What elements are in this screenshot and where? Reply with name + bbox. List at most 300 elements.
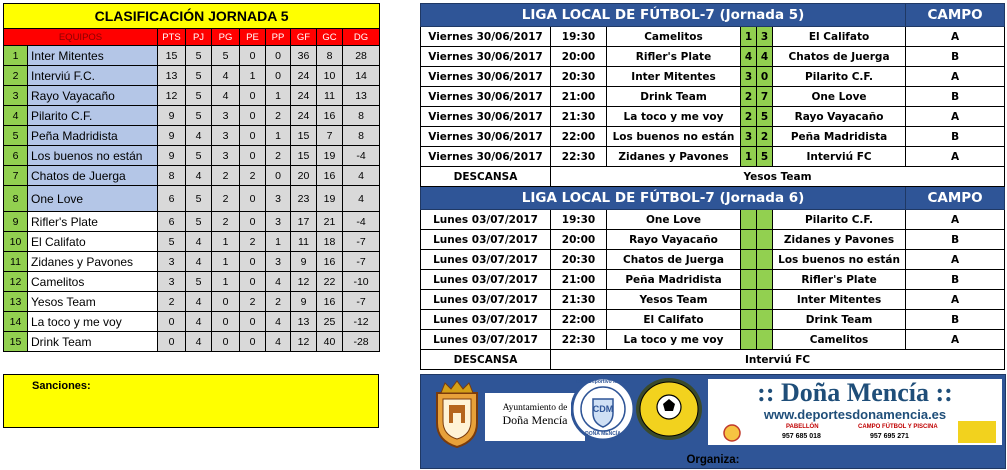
home-score-empty xyxy=(741,250,757,270)
match-field: A xyxy=(906,107,1005,127)
away-team: Drink Team xyxy=(773,310,906,330)
match-time: 22:30 xyxy=(551,147,607,167)
banner-title: :: Doña Mencía :: xyxy=(757,378,953,407)
match-row xyxy=(421,87,1005,107)
standings-gc: 16 xyxy=(317,106,343,126)
standings-pe: 2 xyxy=(240,292,266,312)
match-row xyxy=(421,310,1005,330)
standings-gf: 12 xyxy=(291,272,317,292)
standings-pp: 3 xyxy=(266,252,291,272)
standings-gc: 40 xyxy=(317,332,343,352)
standings-team: Yesos Team xyxy=(28,292,158,312)
rest-row xyxy=(421,350,1005,370)
standings-team: Zidanes y Pavones xyxy=(28,252,158,272)
standings-pe: 0 xyxy=(240,46,266,66)
standings-pp: 0 xyxy=(266,66,291,86)
town-hall-line1: Ayuntamiento de xyxy=(502,403,568,413)
standings-dg: 28 xyxy=(343,46,380,66)
match-date: Viernes 30/06/2017 xyxy=(421,127,551,147)
standings-pe: 0 xyxy=(240,252,266,272)
standings-dg: 4 xyxy=(343,166,380,186)
football-club-crest-logo xyxy=(635,377,703,441)
standings-pe: 0 xyxy=(240,126,266,146)
standings-dg: 8 xyxy=(343,126,380,146)
home-team: Inter Mitentes xyxy=(607,67,741,87)
match-row xyxy=(421,250,1005,270)
standings-pj: 5 xyxy=(186,86,212,106)
standings-gf: 20 xyxy=(291,166,317,186)
standings-gc: 16 xyxy=(317,292,343,312)
standings-position: 5 xyxy=(4,126,28,146)
standings-pj: 4 xyxy=(186,252,212,272)
standings-pp: 2 xyxy=(266,292,291,312)
standings-pts: 3 xyxy=(158,252,186,272)
match-row xyxy=(421,127,1005,147)
standings-position: 13 xyxy=(4,292,28,312)
standings-pg: 5 xyxy=(212,46,240,66)
away-team: Zidanes y Pavones xyxy=(773,230,906,250)
standings-gf: 23 xyxy=(291,186,317,212)
standings-position: 15 xyxy=(4,332,28,352)
match-date: Viernes 30/06/2017 xyxy=(421,27,551,47)
away-score-empty xyxy=(757,230,773,250)
home-score-empty xyxy=(741,230,757,250)
standings-gc: 8 xyxy=(317,46,343,66)
away-score-empty xyxy=(757,250,773,270)
away-score: 3 xyxy=(757,27,773,47)
away-score-empty xyxy=(757,310,773,330)
away-team: Interviú FC xyxy=(773,147,906,167)
standings-pj: 5 xyxy=(186,66,212,86)
standings-row xyxy=(4,166,380,186)
match-date: Viernes 30/06/2017 xyxy=(421,87,551,107)
standings-position: 4 xyxy=(4,106,28,126)
standings-pe: 2 xyxy=(240,232,266,252)
standings-gc: 19 xyxy=(317,186,343,212)
standings-gf: 36 xyxy=(291,46,317,66)
standings-pp: 1 xyxy=(266,86,291,106)
match-date: Lunes 03/07/2017 xyxy=(421,310,551,330)
banner-badge-icon xyxy=(718,424,746,442)
standings-pj: 4 xyxy=(186,332,212,352)
standings-pj: 5 xyxy=(186,46,212,66)
standings-pe: 2 xyxy=(240,166,266,186)
rest-row xyxy=(421,167,1005,187)
away-team: Peña Madridista xyxy=(773,127,906,147)
cdm-bottom-text: DOÑA MENCÍA xyxy=(585,431,621,437)
standings-pp: 2 xyxy=(266,106,291,126)
banner-pavilion: PABELLÓN xyxy=(786,424,819,430)
standings-position: 9 xyxy=(4,212,28,232)
organizer-label: Organiza: xyxy=(686,454,740,466)
standings-pe: 1 xyxy=(240,66,266,86)
match-row xyxy=(421,147,1005,167)
away-team: El Califato xyxy=(773,27,906,47)
match-field: A xyxy=(906,330,1005,350)
standings-pe: 0 xyxy=(240,332,266,352)
match-row xyxy=(421,47,1005,67)
standings-pg: 3 xyxy=(212,106,240,126)
round-title: LIGA LOCAL DE FÚTBOL-7 (Jornada 5) xyxy=(421,4,906,27)
standings-gf: 11 xyxy=(291,232,317,252)
home-team: Drink Team xyxy=(607,87,741,107)
field-column-header: CAMPO xyxy=(906,4,1005,27)
standings-team: Camelitos xyxy=(28,272,158,292)
standings-pg: 3 xyxy=(212,126,240,146)
banner-field-phone: 957 695 271 xyxy=(870,433,909,440)
standings-team: Interviú F.C. xyxy=(28,66,158,86)
match-date: Viernes 30/06/2017 xyxy=(421,107,551,127)
standings-gf: 24 xyxy=(291,66,317,86)
match-date: Lunes 03/07/2017 xyxy=(421,230,551,250)
away-team: Inter Mitentes xyxy=(773,290,906,310)
home-team: El Califato xyxy=(607,310,741,330)
standings-header-gc: GC xyxy=(317,29,343,46)
match-date: Viernes 30/06/2017 xyxy=(421,147,551,167)
standings-header-dg: DG xyxy=(343,29,380,46)
standings-row xyxy=(4,232,380,252)
home-score-empty xyxy=(741,290,757,310)
away-score: 5 xyxy=(757,107,773,127)
round-header-row xyxy=(421,187,1005,210)
home-team: Chatos de Juerga xyxy=(607,250,741,270)
sponsors-strip xyxy=(420,374,1006,469)
standings-pg: 0 xyxy=(212,292,240,312)
away-score: 4 xyxy=(757,47,773,67)
rest-label: DESCANSA xyxy=(421,167,551,187)
standings-gf: 13 xyxy=(291,312,317,332)
away-score-empty xyxy=(757,270,773,290)
standings-pj: 5 xyxy=(186,186,212,212)
standings-team: El Califato xyxy=(28,232,158,252)
standings-gf: 24 xyxy=(291,86,317,106)
cdm-ring-text: Club Deportivo Mencía xyxy=(575,379,631,385)
standings-pj: 4 xyxy=(186,166,212,186)
match-time: 19:30 xyxy=(551,210,607,230)
standings-dg: 8 xyxy=(343,106,380,126)
home-score: 2 xyxy=(741,107,757,127)
home-score-empty xyxy=(741,310,757,330)
standings-row xyxy=(4,146,380,166)
banner-field: CAMPO FÚTBOL Y PISCINA xyxy=(858,424,938,430)
match-field: A xyxy=(906,27,1005,47)
standings-gf: 15 xyxy=(291,126,317,146)
away-score-empty xyxy=(757,210,773,230)
town-hall-line2: Doña Mencía xyxy=(502,413,568,427)
standings-panel xyxy=(3,3,379,352)
match-row xyxy=(421,210,1005,230)
cdm-letters: CDM xyxy=(592,404,614,414)
standings-row xyxy=(4,312,380,332)
standings-dg: -12 xyxy=(343,312,380,332)
standings-pp: 4 xyxy=(266,272,291,292)
standings-position: 2 xyxy=(4,66,28,86)
standings-pts: 12 xyxy=(158,86,186,106)
standings-pp: 3 xyxy=(266,186,291,212)
match-date: Viernes 30/06/2017 xyxy=(421,47,551,67)
match-date: Lunes 03/07/2017 xyxy=(421,330,551,350)
rest-team: Yesos Team xyxy=(551,167,1005,187)
match-row xyxy=(421,290,1005,310)
standings-pj: 4 xyxy=(186,232,212,252)
standings-dg: -7 xyxy=(343,252,380,272)
sports-website-banner xyxy=(707,378,1003,446)
standings-pj: 4 xyxy=(186,292,212,312)
standings-pe: 0 xyxy=(240,146,266,166)
standings-pg: 1 xyxy=(212,272,240,292)
standings-gc: 21 xyxy=(317,212,343,232)
standings-gc: 22 xyxy=(317,272,343,292)
match-field: B xyxy=(906,87,1005,107)
standings-pts: 6 xyxy=(158,186,186,212)
home-team: Camelitos xyxy=(607,27,741,47)
standings-gc: 16 xyxy=(317,166,343,186)
match-field: B xyxy=(906,127,1005,147)
match-date: Lunes 03/07/2017 xyxy=(421,210,551,230)
standings-pp: 4 xyxy=(266,332,291,352)
standings-header-pe: PE xyxy=(240,29,266,46)
standings-row xyxy=(4,46,380,66)
match-time: 21:30 xyxy=(551,107,607,127)
standings-row xyxy=(4,126,380,146)
sanctions-box xyxy=(3,374,379,428)
home-team: Rayo Vayacaño xyxy=(607,230,741,250)
standings-dg: 13 xyxy=(343,86,380,106)
standings-gc: 7 xyxy=(317,126,343,146)
standings-pg: 1 xyxy=(212,252,240,272)
standings-pts: 0 xyxy=(158,332,186,352)
standings-dg: -7 xyxy=(343,232,380,252)
match-field: B xyxy=(906,230,1005,250)
match-field: A xyxy=(906,290,1005,310)
standings-gf: 17 xyxy=(291,212,317,232)
match-row xyxy=(421,107,1005,127)
standings-row xyxy=(4,186,380,212)
standings-gc: 18 xyxy=(317,232,343,252)
standings-pg: 4 xyxy=(212,86,240,106)
home-score: 2 xyxy=(741,87,757,107)
standings-pp: 2 xyxy=(266,146,291,166)
standings-pts: 9 xyxy=(158,106,186,126)
match-time: 22:00 xyxy=(551,310,607,330)
standings-header-pg: PG xyxy=(212,29,240,46)
match-date: Lunes 03/07/2017 xyxy=(421,290,551,310)
standings-pp: 3 xyxy=(266,212,291,232)
away-team: Rifler's Plate xyxy=(773,270,906,290)
standings-row xyxy=(4,252,380,272)
standings-pj: 5 xyxy=(186,272,212,292)
away-score-empty xyxy=(757,330,773,350)
standings-gc: 25 xyxy=(317,312,343,332)
standings-position: 7 xyxy=(4,166,28,186)
standings-pts: 6 xyxy=(158,212,186,232)
town-crest-logo xyxy=(431,379,483,449)
standings-header-pts: PTS xyxy=(158,29,186,46)
standings-team: Rayo Vayacaño xyxy=(28,86,158,106)
standings-pts: 3 xyxy=(158,272,186,292)
standings-dg: -28 xyxy=(343,332,380,352)
standings-pg: 2 xyxy=(212,186,240,212)
standings-gc: 16 xyxy=(317,252,343,272)
away-team: Pilarito C.F. xyxy=(773,67,906,87)
standings-pts: 9 xyxy=(158,146,186,166)
standings-gf: 12 xyxy=(291,332,317,352)
standings-team: La toco y me voy xyxy=(28,312,158,332)
standings-position: 6 xyxy=(4,146,28,166)
match-row xyxy=(421,330,1005,350)
standings-pg: 1 xyxy=(212,232,240,252)
standings-pg: 4 xyxy=(212,66,240,86)
match-field: B xyxy=(906,47,1005,67)
standings-pg: 0 xyxy=(212,312,240,332)
standings-team: Drink Team xyxy=(28,332,158,352)
round-header-row xyxy=(421,4,1005,27)
away-score: 5 xyxy=(757,147,773,167)
home-score-empty xyxy=(741,210,757,230)
round-title: LIGA LOCAL DE FÚTBOL-7 (Jornada 6) xyxy=(421,187,906,210)
standings-row xyxy=(4,272,380,292)
fixtures-panel xyxy=(420,3,1004,370)
standings-dg: -7 xyxy=(343,292,380,312)
banner-pavilion-phone: 957 685 018 xyxy=(782,433,821,440)
standings-row xyxy=(4,292,380,312)
standings-row xyxy=(4,212,380,232)
away-score: 7 xyxy=(757,87,773,107)
standings-pts: 5 xyxy=(158,232,186,252)
standings-dg: 14 xyxy=(343,66,380,86)
standings-pts: 15 xyxy=(158,46,186,66)
home-team: Yesos Team xyxy=(607,290,741,310)
standings-pts: 2 xyxy=(158,292,186,312)
standings-header-gf: GF xyxy=(291,29,317,46)
home-score: 1 xyxy=(741,27,757,47)
home-score-empty xyxy=(741,330,757,350)
match-time: 19:30 xyxy=(551,27,607,47)
match-field: A xyxy=(906,147,1005,167)
standings-team: Chatos de Juerga xyxy=(28,166,158,186)
standings-pts: 13 xyxy=(158,66,186,86)
match-time: 20:30 xyxy=(551,67,607,87)
home-team: La toco y me voy xyxy=(607,107,741,127)
standings-position: 8 xyxy=(4,186,28,212)
standings-row xyxy=(4,332,380,352)
standings-pe: 0 xyxy=(240,312,266,332)
standings-header-pj: PJ xyxy=(186,29,212,46)
standings-pg: 2 xyxy=(212,166,240,186)
away-score-empty xyxy=(757,290,773,310)
standings-gf: 15 xyxy=(291,146,317,166)
home-team: Los buenos no están xyxy=(607,127,741,147)
standings-dg: -10 xyxy=(343,272,380,292)
home-team: Peña Madridista xyxy=(607,270,741,290)
standings-header-pp: PP xyxy=(266,29,291,46)
standings-pts: 0 xyxy=(158,312,186,332)
standings-pts: 9 xyxy=(158,126,186,146)
standings-pp: 4 xyxy=(266,312,291,332)
match-time: 21:00 xyxy=(551,270,607,290)
match-field: A xyxy=(906,67,1005,87)
home-score: 1 xyxy=(741,147,757,167)
standings-pe: 0 xyxy=(240,272,266,292)
match-field: B xyxy=(906,270,1005,290)
away-team: Camelitos xyxy=(773,330,906,350)
home-team: La toco y me voy xyxy=(607,330,741,350)
match-field: A xyxy=(906,210,1005,230)
standings-position: 11 xyxy=(4,252,28,272)
standings-pts: 8 xyxy=(158,166,186,186)
standings-team: Los buenos no están xyxy=(28,146,158,166)
match-time: 20:00 xyxy=(551,47,607,67)
standings-pg: 2 xyxy=(212,212,240,232)
standings-dg: 4 xyxy=(343,186,380,212)
match-field: B xyxy=(906,310,1005,330)
standings-pj: 5 xyxy=(186,146,212,166)
standings-pj: 5 xyxy=(186,212,212,232)
fixtures-table xyxy=(420,3,1005,370)
standings-position: 1 xyxy=(4,46,28,66)
standings-gf: 9 xyxy=(291,292,317,312)
standings-row xyxy=(4,66,380,86)
away-team: Chatos de Juerga xyxy=(773,47,906,67)
standings-pe: 0 xyxy=(240,186,266,212)
away-team: Pilarito C.F. xyxy=(773,210,906,230)
home-score: 3 xyxy=(741,127,757,147)
away-score: 2 xyxy=(757,127,773,147)
match-time: 21:30 xyxy=(551,290,607,310)
standings-pp: 0 xyxy=(266,166,291,186)
standings-pg: 0 xyxy=(212,332,240,352)
match-time: 21:00 xyxy=(551,87,607,107)
match-time: 20:00 xyxy=(551,230,607,250)
standings-pe: 0 xyxy=(240,86,266,106)
standings-pe: 0 xyxy=(240,106,266,126)
standings-position: 12 xyxy=(4,272,28,292)
banner-url: www.deportesdonamencia.es xyxy=(763,407,947,422)
standings-gf: 24 xyxy=(291,106,317,126)
standings-position: 3 xyxy=(4,86,28,106)
standings-pj: 4 xyxy=(186,126,212,146)
standings-pp: 1 xyxy=(266,232,291,252)
standings-pe: 0 xyxy=(240,212,266,232)
standings-row xyxy=(4,86,380,106)
standings-gf: 9 xyxy=(291,252,317,272)
standings-row xyxy=(4,106,380,126)
standings-position: 10 xyxy=(4,232,28,252)
standings-dg: -4 xyxy=(343,212,380,232)
cdm-club-logo xyxy=(571,375,635,443)
standings-gc: 19 xyxy=(317,146,343,166)
match-field: A xyxy=(906,250,1005,270)
standings-team: Rifler's Plate xyxy=(28,212,158,232)
away-team: Los buenos no están xyxy=(773,250,906,270)
standings-team: Pilarito C.F. xyxy=(28,106,158,126)
standings-pp: 0 xyxy=(266,46,291,66)
home-score: 4 xyxy=(741,47,757,67)
away-score: 0 xyxy=(757,67,773,87)
home-team: One Love xyxy=(607,210,741,230)
standings-pg: 3 xyxy=(212,146,240,166)
match-date: Viernes 30/06/2017 xyxy=(421,67,551,87)
match-time: 22:30 xyxy=(551,330,607,350)
match-row xyxy=(421,230,1005,250)
home-score: 3 xyxy=(741,67,757,87)
sanctions-label: Sanciones: xyxy=(32,380,91,392)
standings-team: One Love xyxy=(28,186,158,212)
home-team: Rifler's Plate xyxy=(607,47,741,67)
away-team: Rayo Vayacaño xyxy=(773,107,906,127)
banner-corner-logo xyxy=(958,421,996,443)
away-team: One Love xyxy=(773,87,906,107)
